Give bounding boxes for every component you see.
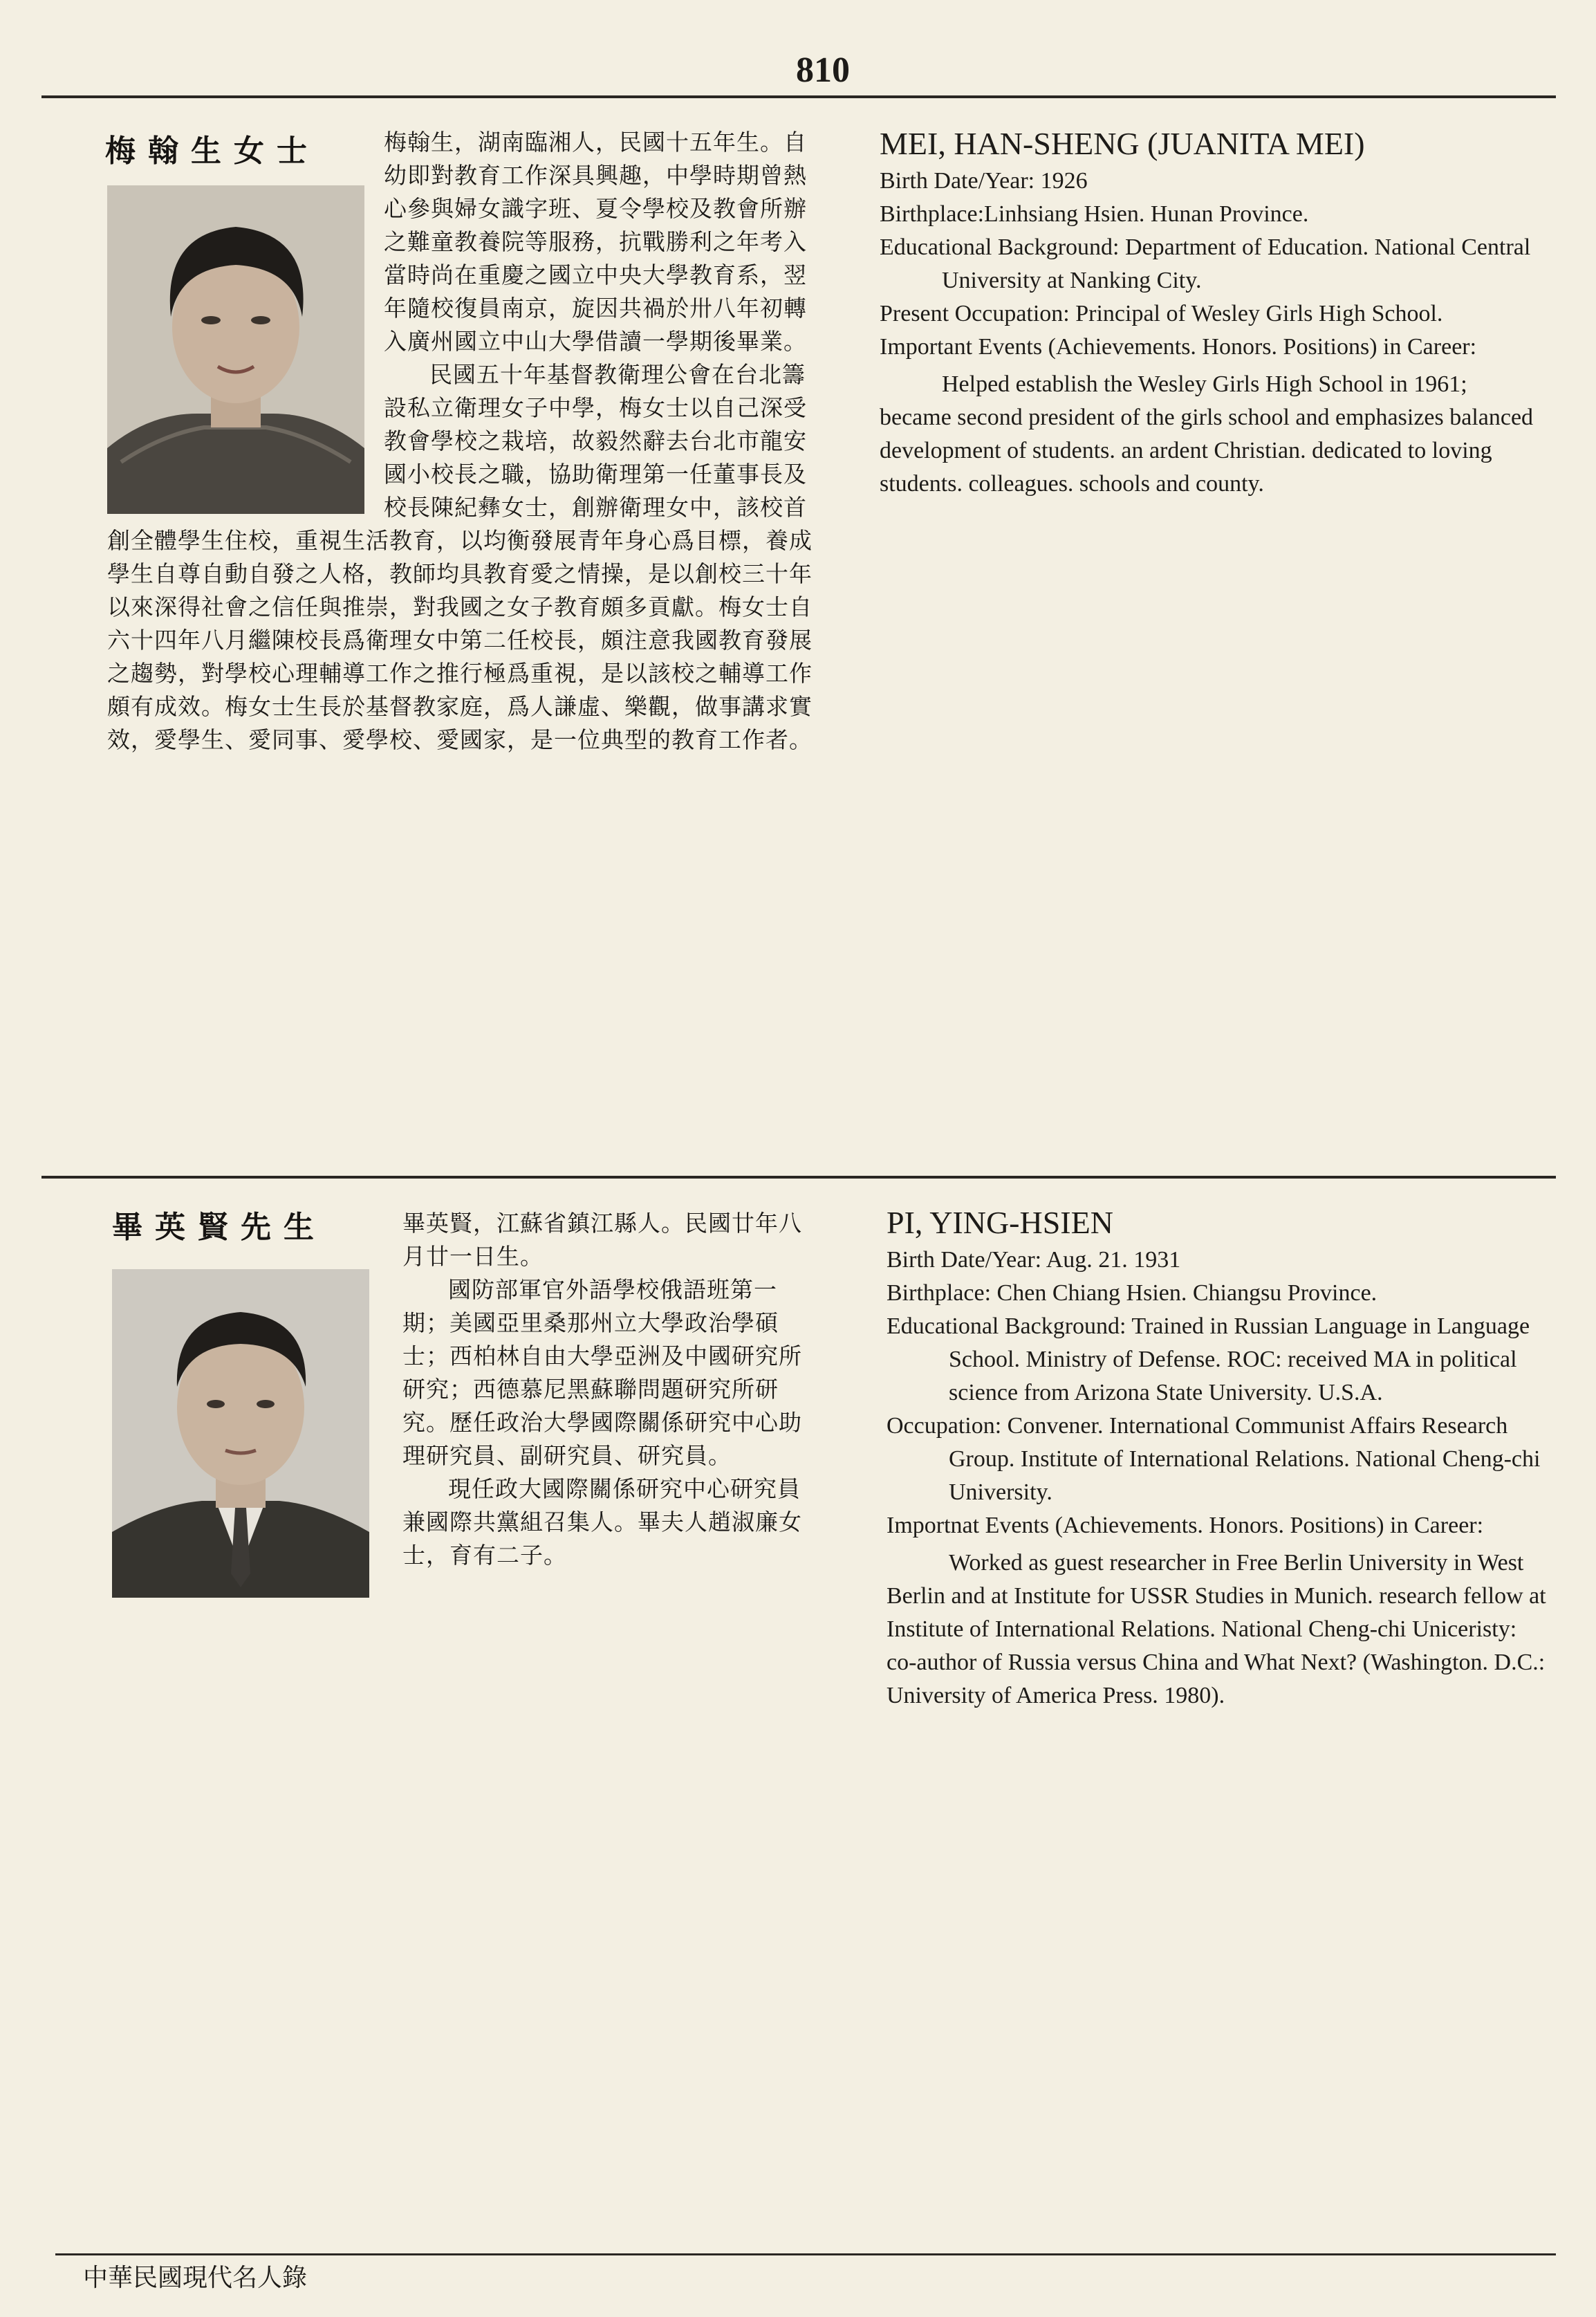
entry-2-birth-date: Birth Date/Year: Aug. 21. 1931 xyxy=(887,1247,1181,1273)
entry-2-chinese-name: 畢英賢先生 xyxy=(112,1210,326,1245)
section-divider-rule xyxy=(41,1176,1556,1179)
entry-2-events-heading: Importnat Events (Achievements. Honors. Positions) in Career: xyxy=(887,1513,1484,1538)
entry-1-english-biography xyxy=(880,123,1543,501)
entry-2-chinese-paragraph-2: 國防部軍官外語學校俄語班第一期；美國亞里桑那州立大學政治學碩士；西柏林自由大學亞洲及中國研究所研究；西德慕尼黑蘇聯問題研究所研究。歷任政治大學國際關係研究中心助理研究員、副研究員、研究員。 xyxy=(402,1276,802,1469)
entry-2-chinese-biography xyxy=(112,1207,817,1608)
entry-2-chinese-paragraph-1: 畢英賢，江蘇省鎮江縣人。民國廿年八月廿一日生。 xyxy=(402,1210,802,1270)
entry-1-chinese-paragraph-1: 梅翰生，湖南臨湘人，民國十五年生。自幼即對教育工作深具興趣，中學時期曾熱心參與婦女識字班、夏令學校及教會所辦之難童教養院等服務，抗戰勝利之年考入當時尚在重慶之國立中央大學教育系，翌年隨校復員南京，旋因共禍於卅八年初轉入廣州國立中山大學借讀一學期後畢業。 xyxy=(384,129,807,355)
entry-2-occupation: Occupation: Convener. International Communist Affairs Research Group. Institute of International Relations. National Cheng-chi University. xyxy=(887,1413,1541,1505)
entry-1-chinese-name: 梅翰生女士 xyxy=(105,133,319,169)
header-rule xyxy=(41,95,1556,98)
page-number: 810 xyxy=(796,50,850,90)
entry-2-english-biography xyxy=(887,1202,1550,1713)
footer-book-title: 中華民國現代名人錄 xyxy=(83,2264,308,2292)
entry-1-events-heading: Important Events (Achievements. Honors. Positions) in Career: xyxy=(880,334,1477,360)
entry-2-events-paragraph: Worked as guest researcher in Free Berlin University in West Berlin and at Institute for USSR Studies in Munich. research fellow at Institute of International Relations. National Cheng-chi Uniceristy: co-author of Russia versus China and What Next? (Washington. D.C.: University of America Press. 1980). xyxy=(887,1550,1546,1708)
entry-1-education: Educational Background: Department of Education. National Central University at Nanking City. xyxy=(880,234,1531,293)
entry-1-chinese-biography xyxy=(107,126,813,757)
entry-2-chinese-paragraph-3: 現任政大國際關係研究中心研究員兼國際共黨組召集人。畢夫人趙淑廉女士，育有二子。 xyxy=(402,1475,802,1569)
footer-rule xyxy=(55,2253,1556,2255)
entry-2-english-name: PI, YING-HSIEN xyxy=(887,1205,1113,1240)
entry-1-english-name: MEI, HAN-SHENG (JUANITA MEI) xyxy=(880,126,1365,161)
entry-1-chinese-paragraph-2: 民國五十年基督教衛理公會在台北籌設私立衛理女子中學，梅女士以自己深受教會學校之栽培，故毅然辭去台北市龍安國小校長之職，協助衛理第一任董事長及校長陳紀彝女士，創辦衛理女中，該校首創全體學生住校，重視生活教育，以均衡發展青年身心爲目標，養成學生自尊自動自發之人格，教師均具教育愛之情操，是以創校三十年以來深得社會之信任與推崇，對我國之女子教育頗多貢獻。梅女士自六十四年八月繼陳校長爲衛理女中第二任校長，頗注意我國教育發展之趨勢，對學校心理輔導工作之推行極爲重視，是以該校之輔導工作頗有成效。梅女士生長於基督教家庭，爲人謙虛、樂觀，做事講求實效，愛學生、愛同事、愛學校、愛國家，是一位典型的教育工作者。 xyxy=(107,361,813,753)
entry-1-birthplace: Birthplace:Linhsiang Hsien. Hunan Province. xyxy=(880,201,1309,227)
entry-1-events-paragraph: Helped establish the Wesley Girls High School in 1961; became second president of the girls school and emphasizes balanced development of students. an ardent Christian. dedicated to loving students. colleagues. schools and county. xyxy=(880,371,1534,497)
entry-2-birthplace: Birthplace: Chen Chiang Hsien. Chiangsu Province. xyxy=(887,1280,1377,1306)
entry-2-education: Educational Background: Trained in Russian Language in Language School. Ministry of Defense. ROC: received MA in political science from Arizona State University. U.S.A. xyxy=(887,1313,1530,1405)
entry-1-occupation: Present Occupation: Principal of Wesley Girls High School. xyxy=(880,301,1443,326)
entry-1-birth-date: Birth Date/Year: 1926 xyxy=(880,168,1088,194)
